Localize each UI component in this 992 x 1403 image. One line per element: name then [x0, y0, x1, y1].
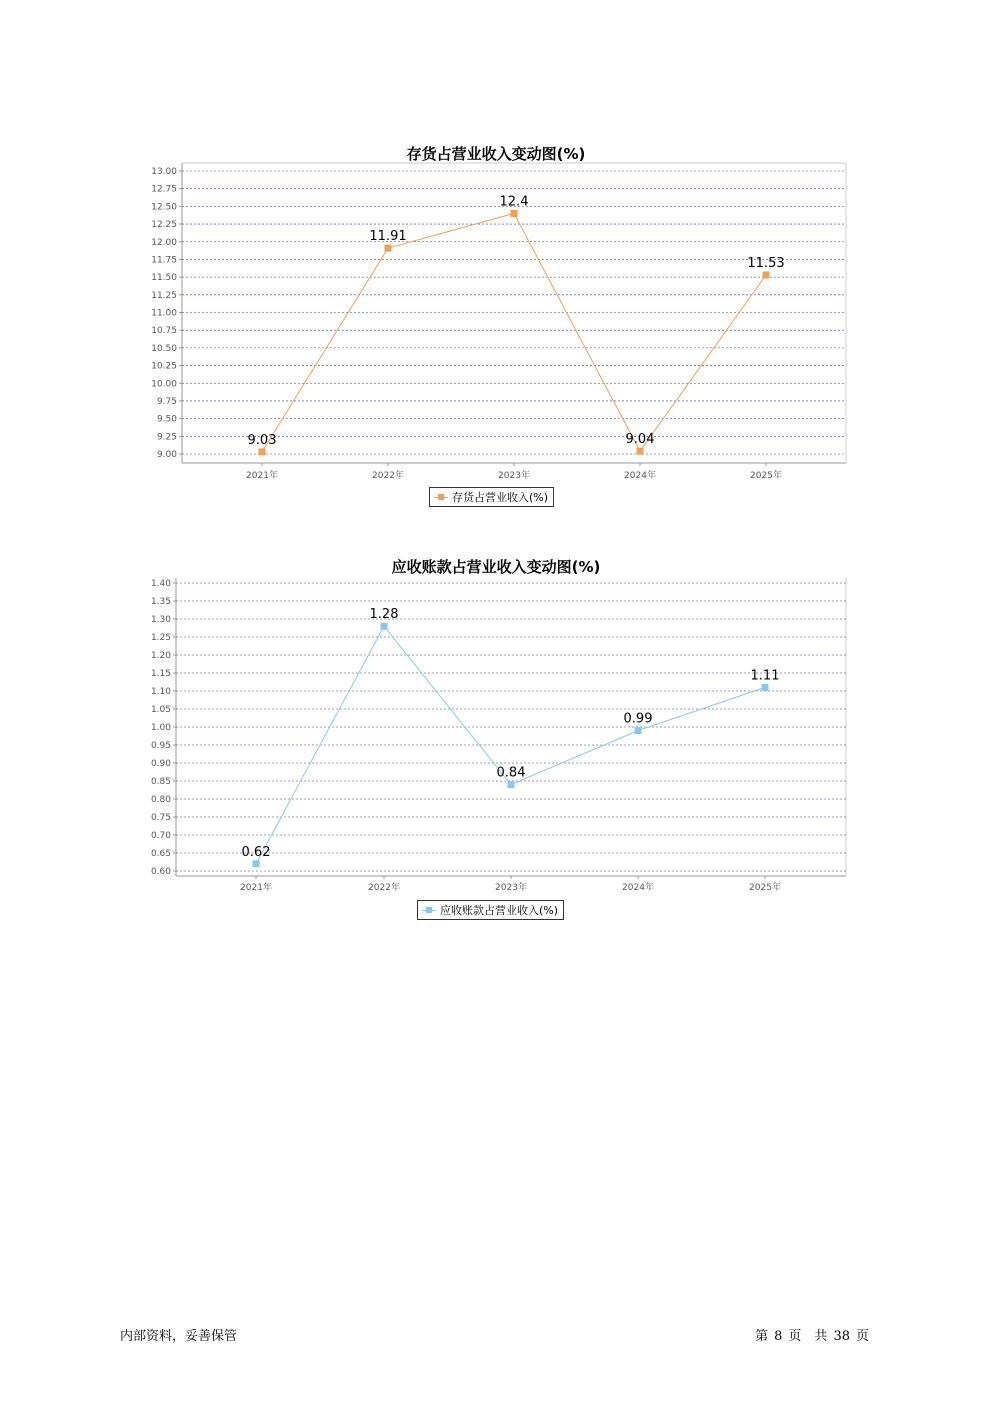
data-point — [381, 623, 388, 630]
y-tick-label: 1.20 — [150, 651, 171, 661]
y-tick-label: 9.50 — [156, 414, 177, 425]
data-label: 0.62 — [241, 844, 271, 860]
y-tick-label: 11.75 — [151, 255, 177, 266]
page-suffix: 页 — [855, 1329, 869, 1344]
data-label: 1.28 — [369, 607, 399, 623]
y-tick-label: 10.25 — [151, 361, 177, 372]
data-label: 0.99 — [623, 711, 653, 727]
x-tick-label: 2023年 — [495, 883, 527, 893]
y-tick-label: 1.35 — [150, 597, 171, 607]
y-tick-label: 9.25 — [156, 432, 177, 443]
data-label: 12.4 — [499, 194, 529, 210]
footer-page-number — [752, 1325, 872, 1344]
x-tick-label: 2023年 — [498, 471, 530, 481]
x-tick-label: 2022年 — [368, 883, 400, 893]
x-tick-label: 2021年 — [246, 471, 278, 481]
y-tick-label: 13.00 — [151, 167, 177, 177]
y-tick-label: 9.00 — [156, 450, 177, 460]
y-tick-label: 12.50 — [151, 202, 177, 213]
legend-label: 应收账款占营业收入(%) — [440, 904, 559, 917]
y-tick-label: 1.15 — [150, 669, 171, 679]
y-tick-label: 0.80 — [150, 795, 171, 805]
y-tick-label: 0.85 — [150, 777, 171, 787]
y-tick-label: 11.50 — [151, 273, 177, 284]
y-tick-label: 1.05 — [150, 705, 171, 715]
y-tick-label: 1.00 — [150, 723, 171, 733]
y-tick-label: 9.75 — [156, 396, 177, 407]
data-label: 1.11 — [750, 668, 780, 684]
y-tick-label: 11.25 — [151, 290, 177, 301]
y-tick-label: 1.40 — [150, 579, 171, 589]
y-tick-label: 1.10 — [150, 687, 171, 697]
y-tick-label: 0.95 — [150, 741, 171, 751]
y-tick-label: 12.75 — [151, 184, 177, 195]
legend-label: 存货占营业收入(%) — [452, 491, 549, 504]
chart-title: 存货占营业收入变动图(%) — [406, 145, 586, 163]
data-label: 11.53 — [747, 256, 785, 272]
page-mid: 页 共 — [788, 1329, 828, 1344]
y-tick-label: 12.25 — [151, 220, 177, 231]
page-num: 8 — [774, 1329, 783, 1344]
data-point — [508, 781, 515, 788]
data-point — [762, 684, 769, 691]
data-label: 0.84 — [496, 765, 526, 781]
x-tick-label: 2022年 — [372, 471, 404, 481]
y-tick-label: 0.75 — [150, 813, 171, 823]
chart-title: 应收账款占营业收入变动图(%) — [391, 558, 601, 576]
footer-confidential: 内部资料，妥善保管 — [120, 1329, 238, 1344]
data-label: 11.91 — [369, 229, 407, 245]
y-tick-label: 10.75 — [151, 326, 177, 337]
y-tick-label: 0.60 — [150, 867, 171, 877]
x-tick-label: 2025年 — [749, 883, 781, 893]
y-tick-label: 0.65 — [150, 849, 171, 859]
x-tick-label: 2024年 — [622, 883, 654, 893]
chart-legend — [417, 900, 564, 920]
y-tick-label: 1.30 — [150, 615, 171, 625]
page-total: 38 — [833, 1329, 850, 1344]
y-tick-label: 12.00 — [151, 237, 177, 248]
y-tick-label: 10.00 — [151, 379, 177, 390]
data-point — [635, 727, 642, 734]
x-tick-label: 2025年 — [750, 471, 782, 481]
legend-swatch — [422, 910, 436, 911]
x-tick-label: 2024年 — [624, 471, 656, 481]
y-tick-label: 0.90 — [150, 759, 171, 769]
y-tick-label: 10.50 — [151, 343, 177, 354]
data-label: 9.04 — [625, 432, 655, 448]
y-tick-label: 1.25 — [150, 633, 171, 643]
y-tick-label: 11.00 — [151, 308, 177, 319]
data-label: 9.03 — [247, 432, 277, 448]
y-tick-label: 0.70 — [150, 831, 171, 841]
page-prefix: 第 — [755, 1329, 769, 1344]
data-point — [253, 860, 260, 867]
x-tick-label: 2021年 — [240, 883, 272, 893]
